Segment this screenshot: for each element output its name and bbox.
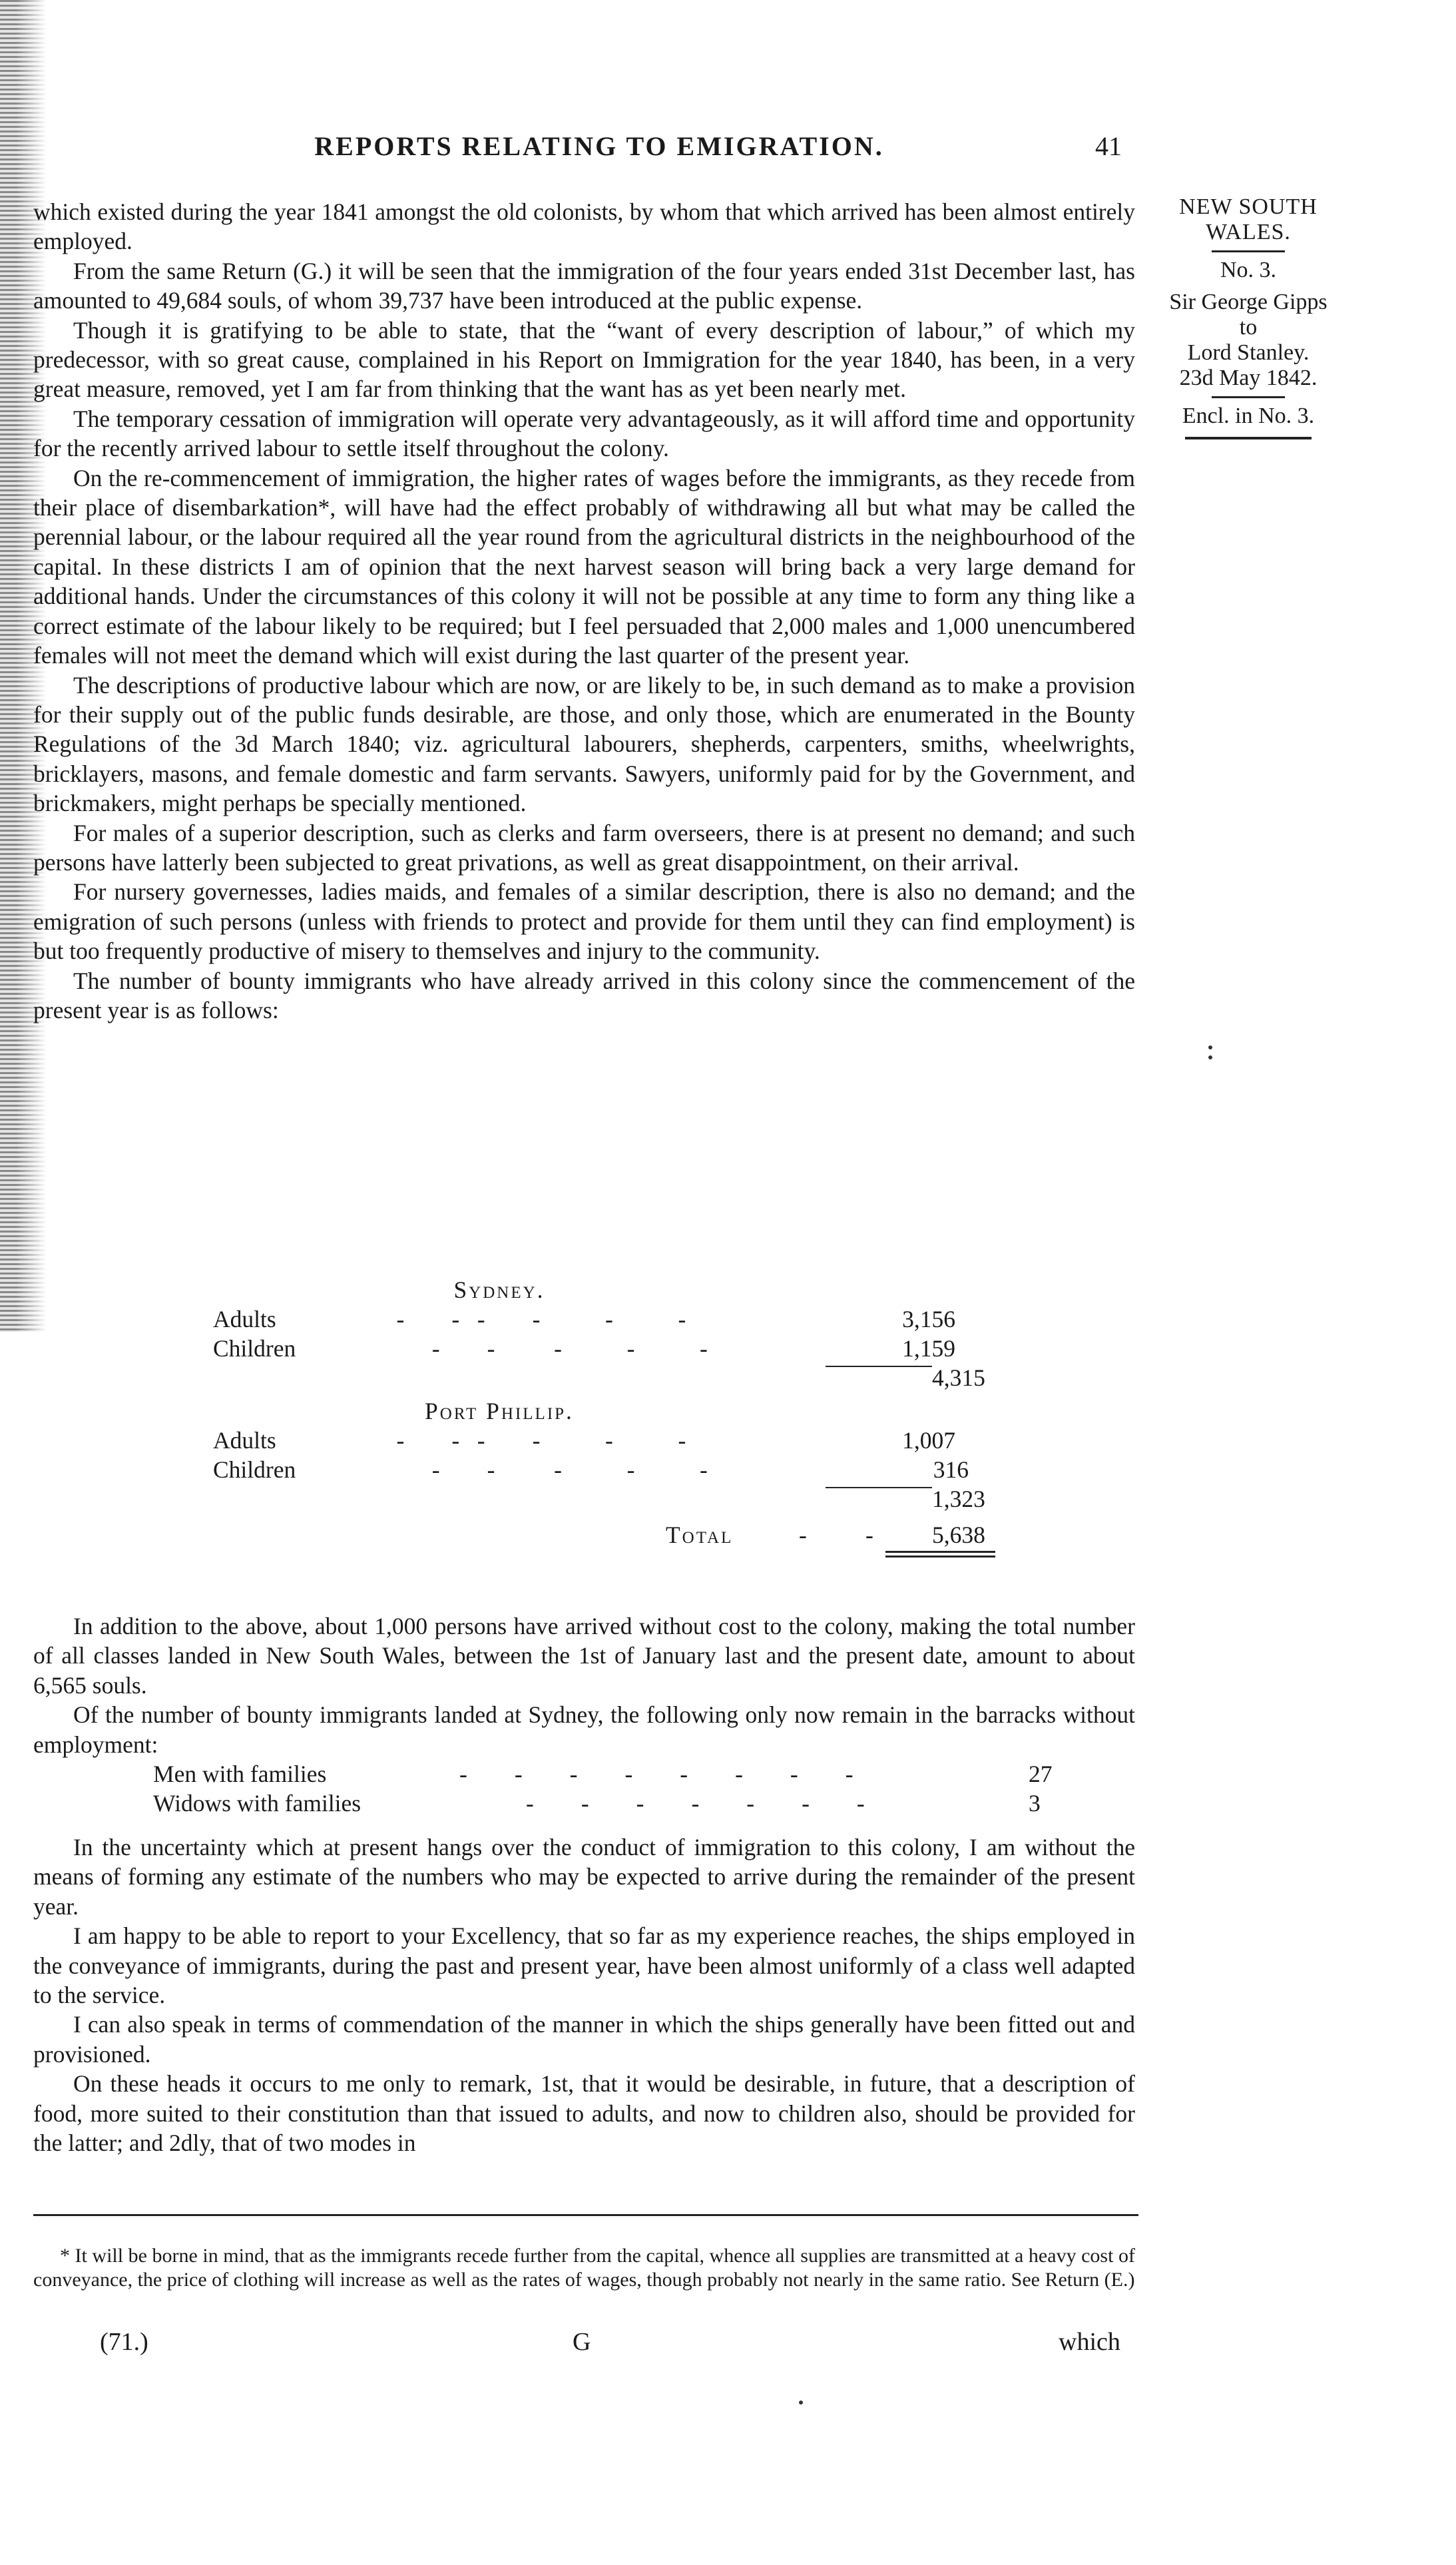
margin-to-word: to bbox=[1239, 315, 1258, 340]
print-speck bbox=[1208, 1045, 1212, 1049]
paragraph: In the uncertainty which at present hangs over the conduct of immigration to this colony, I am without the means of forming any estimate of the numbers who may be expected to arrive during the remainder of the present year. bbox=[33, 1834, 1135, 1920]
row-label: Adults bbox=[213, 1306, 276, 1332]
paragraph: The descriptions of productive labour which are now, or are likely to be, in such demand as to make a provision for their supply out of the public funds desirable, are those, and only those, which are enumerated in the Bounty Regulations of the 3d March 1840; viz. agricultural labourers, shepherds, carpenters, smiths, wheelwrights, bricklayers, masons, and female domestic and farm servants. Sawyers, uniformly paid for by the Government, and brickmakers, might perhaps be specially mentioned. bbox=[33, 671, 1135, 817]
margin-enclosure: Encl. in No. 3. bbox=[1182, 404, 1315, 428]
paragraph: For males of a superior description, such as clerks and farm overseers, there is at present no demand; and such persons have latterly been subjected to great privations, as well as great disappointment, on their arrival. bbox=[33, 819, 1135, 876]
subtotal-rule bbox=[826, 1487, 932, 1488]
paragraph: From the same Return (G.) it will be seen that the immigration of the four years ended 31st December last, has amounted to 49,684 souls, of whom 39,737 have been introduced at the public expense. bbox=[33, 257, 1135, 314]
paragraph: which existed during the year 1841 amongst the old colonists, by whom that which arrived has been almost entirely employed. bbox=[33, 198, 1135, 255]
footer-signature-letter: G bbox=[573, 2328, 591, 2356]
print-speck bbox=[1208, 1055, 1212, 1059]
footer-catchword: which bbox=[1059, 2328, 1120, 2356]
paragraph: In addition to the above, about 1,000 persons have arrived without cost to the colony, making the total number of all classes landed in New South Wales, between the 1st of January last and the present date, amount to about 6,565 souls. bbox=[33, 1613, 1135, 1699]
paragraph: On these heads it occurs to me only to remark, 1st, that it would be desirable, in future, that a description of food, more suited to their constitution than that issued to adults, and now to children also, should be provided for the latter; and 2dly, that of two modes in bbox=[33, 2070, 1135, 2157]
row-label: Children bbox=[213, 1456, 296, 1483]
row-value: 3,156 bbox=[902, 1306, 955, 1332]
paragraph: Though it is gratifying to be able to state, that the “want of every description of labour,” of which my predecessor, with so great cause, complained in his Report on Immigration for the year 1840, has been, in a very great measure, removed, yet I am far from thinking that the want has as yet been nearly met. bbox=[33, 316, 1135, 403]
margin-number: No. 3. bbox=[1220, 258, 1277, 282]
running-header: REPORTS RELATING TO EMIGRATION. bbox=[314, 131, 884, 161]
leader-dots: - - - - - bbox=[373, 1335, 708, 1362]
margin-from: Sir George Gipps bbox=[1169, 290, 1328, 314]
print-speck bbox=[799, 2401, 803, 2405]
paragraph: Of the number of bounty immigrants landed at Sydney, the following only now remain in the barracks without employment: bbox=[33, 1701, 1135, 1758]
table-row bbox=[200, 1426, 1065, 1455]
leader-dots: - - - - - - - - bbox=[459, 1761, 853, 1788]
immigrant-table bbox=[200, 1275, 1065, 1559]
margin-rule bbox=[1212, 396, 1285, 398]
row-value: 3 bbox=[1029, 1790, 1041, 1817]
body-text bbox=[33, 197, 1135, 1025]
body-text-continued bbox=[33, 1611, 1135, 2158]
total-label: Total bbox=[666, 1522, 734, 1548]
paragraph: The number of bounty immigrants who have already arrived in this colony since the commencement of the present year is as follows: bbox=[33, 967, 1135, 1023]
barracks-row bbox=[33, 1789, 1135, 1818]
table-row bbox=[200, 1304, 1065, 1334]
leader-dash: - bbox=[865, 1522, 873, 1548]
table-row bbox=[200, 1334, 1065, 1363]
paragraph: The temporary cessation of immigration will operate very advantageously, as it will afford time and opportunity for the recently arrived labour to settle itself throughout the colony. bbox=[33, 405, 1135, 462]
total-double-rule bbox=[885, 1551, 995, 1558]
table-section-heading: Port Phillip. bbox=[425, 1398, 574, 1424]
table-total-row bbox=[200, 1520, 1065, 1550]
subtotal-value: 1,323 bbox=[932, 1486, 985, 1512]
page-number: 41 bbox=[1095, 131, 1122, 161]
row-value: 1,007 bbox=[902, 1427, 955, 1454]
paragraph: I can also speak in terms of commendation of the manner in which the ships generally have been fitted out and provisioned. bbox=[33, 2011, 1135, 2068]
subtotal-value: 4,315 bbox=[932, 1364, 985, 1391]
leader-dots: - - - - - - - bbox=[526, 1790, 865, 1817]
row-label: Men with families bbox=[153, 1761, 327, 1788]
leader-dots: - - - - - bbox=[373, 1456, 708, 1483]
row-label: Widows with families bbox=[153, 1790, 362, 1817]
paragraph: I am happy to be able to report to your Excellency, that so far as my experience reaches, the ships employed in the conveyance of immigrants, during the past and present year, have been almost uniformly of a class well adapted to the service. bbox=[33, 1922, 1135, 2009]
footnote: * It will be borne in mind, that as the immigrants recede further from the capital, whence all supplies are transmitted at a heavy cost of conveyance, the price of clothing will increase as well as the rates of wages, though probably not nearly in the same ratio. See Return (E.) bbox=[33, 2245, 1135, 2291]
margin-rule bbox=[1212, 250, 1285, 252]
table-row bbox=[200, 1484, 1065, 1514]
barracks-row bbox=[33, 1759, 1135, 1789]
row-label: Adults bbox=[213, 1427, 276, 1454]
row-value: 316 bbox=[933, 1456, 969, 1483]
paragraph: For nursery governesses, ladies maids, and females of a similar description, there is also no demand; and the emigration of such persons (unless with friends to protect and provide for them until they can find employment) is but too frequently productive of misery to themselves and injury to the community. bbox=[33, 878, 1135, 965]
leader-dash: - bbox=[799, 1522, 807, 1548]
margin-region: NEW SOUTH WALES. bbox=[1179, 194, 1318, 244]
leader-dots: - - - - - - bbox=[373, 1306, 686, 1332]
row-value: 1,159 bbox=[902, 1335, 955, 1362]
subtotal-rule bbox=[826, 1366, 932, 1367]
table-section-heading: Sydney. bbox=[453, 1277, 545, 1303]
table-row bbox=[200, 1363, 1065, 1392]
table-row bbox=[200, 1455, 1065, 1484]
margin-note bbox=[1152, 194, 1345, 445]
footnote-rule bbox=[33, 2214, 1138, 2216]
margin-date: 23d May 1842. bbox=[1179, 366, 1318, 390]
row-value: 27 bbox=[1029, 1761, 1053, 1788]
leader-dots: - - - - - - bbox=[373, 1427, 686, 1454]
paragraph: On the re-commencement of immigration, the higher rates of wages before the immigrants, as they recede from their place of disembarkation*, will have had the effect probably of withdrawing all but what may be called the perennial labour, or the labour required all the year round from the agricultural districts in the neighbourhood of the capital. In these districts I am of opinion that the next harvest season will bring back a very large demand for additional hands. Under the circumstances of this colony it will not be possible at any time to form any thing like a correct estimate of the labour likely to be required; but I feel persuaded that 2,000 males and 1,000 unencumbered females will not meet the demand which will exist during the last quarter of the present year. bbox=[33, 464, 1135, 669]
total-value: 5,638 bbox=[932, 1522, 985, 1548]
row-label: Children bbox=[213, 1335, 296, 1362]
margin-to: Lord Stanley. bbox=[1187, 340, 1310, 365]
margin-rule bbox=[1185, 437, 1312, 439]
footer-signature-number: (71.) bbox=[100, 2328, 148, 2356]
